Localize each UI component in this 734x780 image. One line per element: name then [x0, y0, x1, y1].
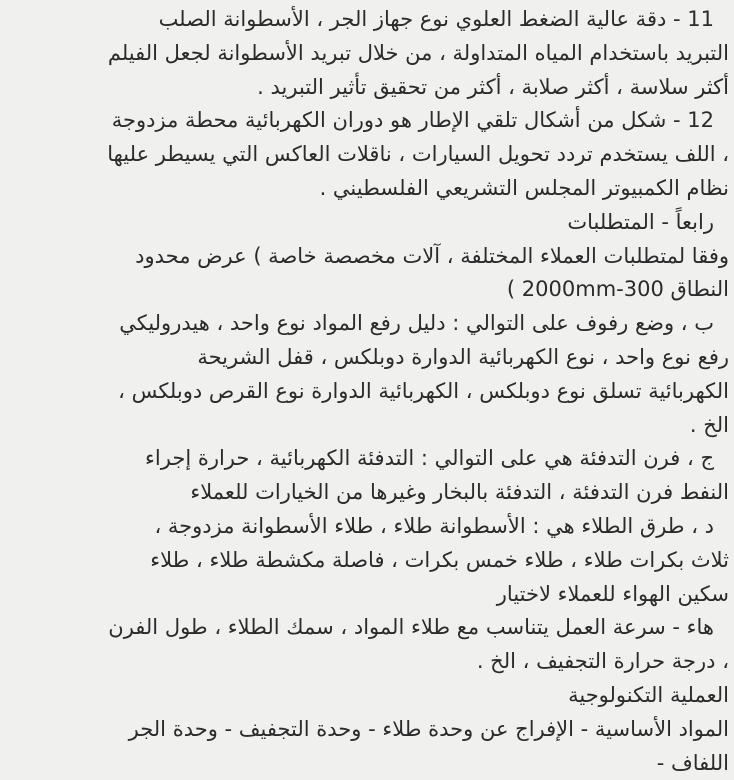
text-line: سكين الهواء للعملاء لاختيار [496, 581, 729, 606]
text-line: ثلاث بكرات طلاء ، طلاء خمس بكرات ، فاصلة مكشطة طلاء ، طلاء [150, 547, 729, 572]
text-line: نظام الكمبيوتر المجلس التشريعي الفلسطيني . [319, 175, 729, 200]
text-line: الخ . [689, 412, 729, 437]
text-line: الكهربائية تسلق نوع دوبلكس ، الكهربائية الدوارة نوع القرص دوبلكس ، [118, 378, 729, 403]
text-line: د ، طرق الطلاء هي : الأسطوانة طلاء ، طلاء الأسطوانة مزدوجة ، [154, 513, 714, 538]
text-line: النفط فرن التدفئة ، التدفئة بالبخار وغيرها من الخيارات للعملاء [190, 480, 729, 505]
text-line: أكثر سلاسة ، أكثر صلابة ، أكثر من تحقيق تأثير التبريد . [257, 74, 729, 99]
text-line: هاء - سرعة العمل يتناسب مع طلاء المواد ، سمك الطلاء ، طول الفرن [108, 615, 714, 640]
text-line: العملية التكنولوجية [568, 682, 729, 707]
text-line: التبريد باستخدام المياه المتداولة ، من خلال تبريد الأسطوانة لجعل الفيلم [107, 40, 729, 65]
text-line: رابعاً - المتطلبات [567, 209, 714, 234]
text-line: النطاق 300‐2000mm ) [506, 277, 729, 302]
text-line: ، اللف يستخدم تردد تحويل السيارات ، ناقلات العاكس التي يسيطر عليها [107, 142, 729, 167]
text-line: 12 - شكل من أشكال تلقي الإطار هو دوران الكهربائية محطة مزدوجة [111, 108, 714, 133]
text-line: ، درجة حرارة التجفيف ، الخ . [476, 649, 729, 674]
text-line: اللفاف - [656, 750, 729, 775]
text-line: المواد الأساسية - الإفراج عن وحدة طلاء - وحدة التجفيف - وحدة الجر [128, 716, 729, 741]
text-line: ج ، فرن التدفئة هي على التوالي : التدفئة الكهربائية ، حرارة إجراء [145, 446, 714, 471]
text-line: رفع نوع واحد ، نوع الكهربائية الدوارة دوبلكس ، قفل الشريحة [197, 344, 729, 369]
text-line: وفقا لمتطلبات العملاء المختلفة ، آلات مخصصة خاصة ) عرض محدود [135, 243, 729, 268]
text-line: ب ، وضع رفوف على التوالي : دليل رفع المواد نوع واحد ، هيدروليكي [119, 311, 714, 336]
text-line: 11 - دقة عالية الضغط العلوي نوع جهاز الجر ، الأسطوانة الصلب [158, 7, 714, 31]
